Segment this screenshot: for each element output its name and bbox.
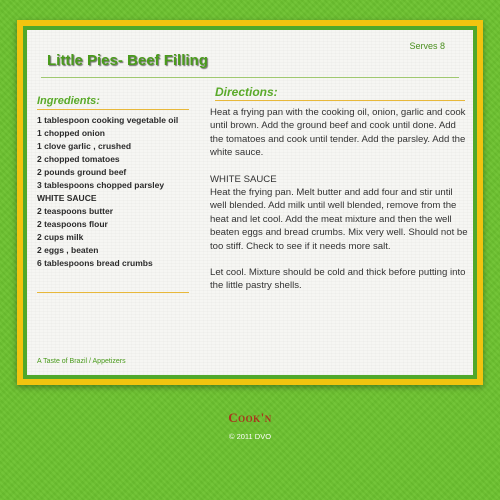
serves-label: Serves 8 [409,41,445,51]
ingredient-item: 1 tablespoon cooking vegetable oil [37,115,179,125]
recipe-card-paper [27,30,473,375]
recipe-source-link[interactable]: A Taste of Brazil / Appetizers [37,358,126,365]
ingredient-item: 2 teaspoons flour [37,219,108,229]
ingredient-subheading: WHITE SAUCE [37,193,97,203]
ingredient-item: 2 eggs , beaten [37,245,99,255]
ingredient-item: 2 pounds ground beef [37,167,127,177]
title-divider [41,77,459,78]
ingredient-item: 2 teaspoons butter [37,206,114,216]
ingredient-item: 2 chopped tomatoes [37,154,120,164]
recipe-card-border [23,26,477,379]
ingredient-item: 1 clove garlic , crushed [37,141,132,151]
directions-heading: Directions: [215,85,278,99]
ingredients-heading: Ingredients: [37,95,100,107]
directions-text [210,106,470,306]
directions-divider [215,100,465,101]
ingredients-bottom-divider [37,292,189,293]
ingredients-list [37,114,178,270]
ingredients-divider [37,109,189,110]
directions-paragraph: Heat a frying pan with the cooking oil, onion, garlic and cook until brown. Add the ground beef and cook until done. Add the tomatoes and cook until tender. Add the parsley. Add the white sauce. [210,107,466,159]
directions-subheading: WHITE SAUCE [210,173,277,185]
copyright-text: © 2011 DVO [228,432,272,441]
recipe-card [17,20,483,385]
directions-paragraph: Let cool. Mixture should be cold and thick before putting into the little pastry shells. [210,267,466,292]
ingredient-item: 3 tablespoons chopped parsley [37,180,165,190]
recipe-title: Little Pies- Beef Filling [47,52,208,69]
directions-paragraph: Heat the frying pan. Melt butter and add four and stir until well blended. Add milk until well blended, remove from the heat and let cool. Add the meat mixture and then the well beaten eggs and bread crumbs. Mix very well. Should not be too stiff. Check to see if it needs more salt. [210,187,468,252]
ingredient-item: 1 chopped onion [37,128,105,138]
ingredient-item: 2 cups milk [37,232,84,242]
ingredient-item: 6 tablespoons bread crumbs [37,258,153,268]
brand-logo: Cook'n [228,410,272,425]
